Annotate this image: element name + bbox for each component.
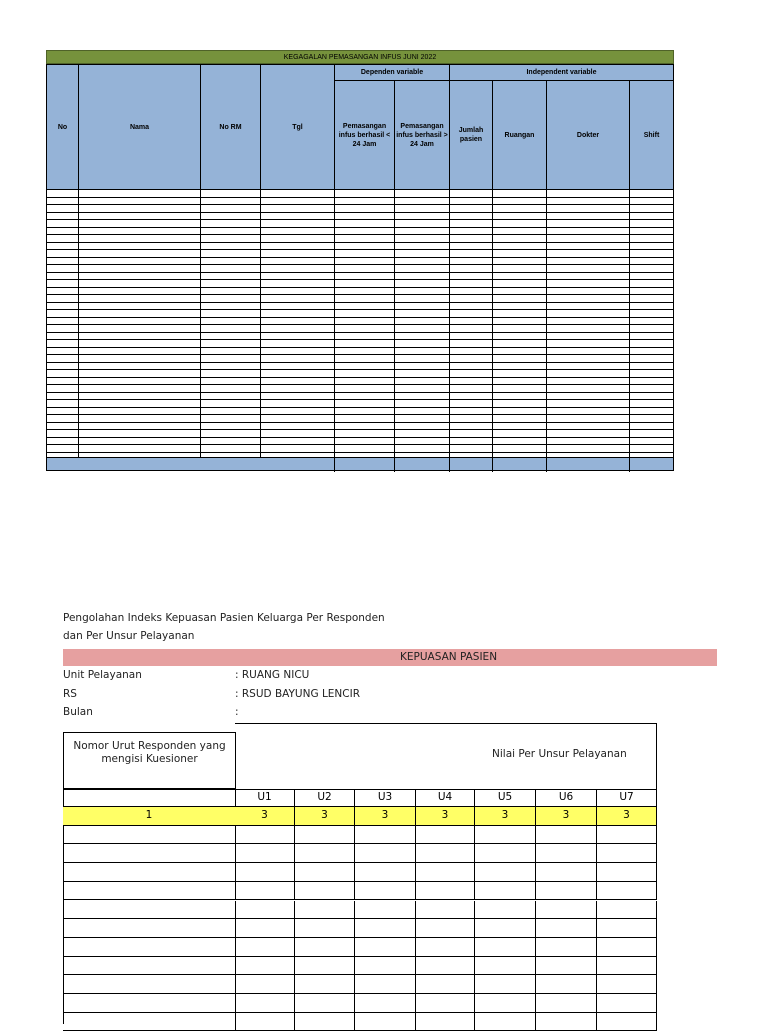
respondent-number: [63, 957, 236, 976]
score-u2: [295, 994, 355, 1013]
score-u3: [355, 826, 416, 845]
score-u2: [295, 844, 355, 863]
footer-divider: [629, 458, 630, 472]
col-header-dokter: Dokter: [546, 80, 630, 190]
score-u4: [416, 1013, 475, 1031]
score-u5: [475, 1013, 536, 1031]
table-row: [46, 363, 674, 371]
score-u5: [475, 957, 536, 976]
table-row: [46, 250, 674, 258]
score-u6: [536, 882, 597, 901]
unit-value: : RUANG NICU: [235, 669, 310, 681]
score-u4: [416, 901, 475, 920]
unit-header-u5: U5: [475, 789, 536, 807]
score-u6: [536, 1013, 597, 1031]
score-u3: [355, 863, 416, 882]
score-u3: [355, 975, 416, 994]
score-u3: [355, 882, 416, 901]
score-u4: [416, 844, 475, 863]
table-row: [46, 340, 674, 348]
table-row: [46, 385, 674, 393]
respondent-number: [63, 938, 236, 957]
score-u2: [295, 863, 355, 882]
score-u6: [536, 938, 597, 957]
footer-divider: [449, 458, 450, 472]
score-u1: [235, 919, 295, 938]
respondent-number: [63, 844, 236, 863]
score-u6: [536, 919, 597, 938]
header-right-line: [656, 723, 657, 789]
table-row: [46, 265, 674, 273]
score-u6: [536, 994, 597, 1013]
score-u6: [536, 844, 597, 863]
score-u2: [295, 919, 355, 938]
score-u1: [235, 1013, 295, 1031]
group-header-independen: Independent variable: [449, 64, 674, 81]
table-row: [46, 310, 674, 318]
table-row: [46, 430, 674, 438]
score-u4: [416, 826, 475, 845]
kepuasan-banner: [63, 649, 717, 666]
score-u3: [355, 919, 416, 938]
score-u5: [475, 994, 536, 1013]
table-row: [46, 415, 674, 423]
score-u5: [475, 863, 536, 882]
respondent-number: [63, 919, 236, 938]
col-header-dep2: Pemasangan infus berhasil > 24 Jam: [394, 80, 450, 190]
score-u4: [416, 938, 475, 957]
respondent-number: [63, 901, 236, 920]
score-u3: [355, 844, 416, 863]
table-row: [46, 273, 674, 281]
score-u4: [416, 863, 475, 882]
table-row: [46, 393, 674, 401]
score-u1: [235, 994, 295, 1013]
score-u5: [475, 882, 536, 901]
respondent-number: [63, 975, 236, 994]
score-u4: [416, 994, 475, 1013]
table-row: [46, 205, 674, 213]
table-row: [46, 325, 674, 333]
unit-label: Unit Pelayanan: [63, 669, 142, 681]
col-header-tgl: Tgl: [260, 64, 335, 190]
table-row: [46, 213, 674, 221]
score-u1: [235, 901, 295, 920]
table-title: KEGAGALAN PEMASANGAN INFUS JUNI 2022: [46, 50, 674, 64]
score-u7: [597, 826, 657, 845]
banner-title: KEPUASAN PASIEN: [400, 651, 498, 663]
respondent-number: [63, 826, 236, 845]
score-u6: [536, 826, 597, 845]
respondent-header-cell: [63, 732, 236, 789]
bulan-value: :: [235, 706, 239, 718]
score-u1: [235, 975, 295, 994]
table-row: [46, 258, 674, 266]
unit-header-blank: [63, 789, 236, 807]
unit-header-u1: U1: [235, 789, 295, 807]
score-u2: [295, 975, 355, 994]
bulan-label: Bulan: [63, 706, 93, 718]
score-u5: [475, 938, 536, 957]
score-u1: [235, 938, 295, 957]
infus-failure-table: [46, 50, 674, 471]
table-row: [46, 378, 674, 386]
table-row: [46, 348, 674, 356]
respondent-header-text: Nomor Urut Responden yang mengisi Kuesioner: [73, 740, 226, 765]
score-u2: [295, 826, 355, 845]
score-u2: [295, 901, 355, 920]
score-u2: 3: [295, 807, 355, 826]
score-u6: [536, 975, 597, 994]
score-u5: [475, 975, 536, 994]
score-u1: [235, 844, 295, 863]
score-u4: [416, 957, 475, 976]
unit-header-u4: U4: [416, 789, 475, 807]
col-header-ruangan: Ruangan: [492, 80, 547, 190]
respondent-number: [63, 1013, 236, 1031]
footer-divider: [492, 458, 493, 472]
respondent-number: [63, 882, 236, 901]
group-header-dependen: Dependen variable: [334, 64, 450, 81]
score-u5: 3: [475, 807, 536, 826]
score-u5: [475, 826, 536, 845]
unit-header-u2: U2: [295, 789, 355, 807]
table-row: [46, 355, 674, 363]
rs-label: RS: [63, 688, 77, 700]
table-row: [46, 438, 674, 446]
score-u4: 3: [416, 807, 475, 826]
table-row: [46, 220, 674, 228]
score-u2: [295, 1013, 355, 1031]
col-header-no: No: [46, 64, 79, 190]
respondent-number: 1: [63, 807, 236, 826]
score-u4: [416, 975, 475, 994]
col-header-jumlah: Jumlah pasien: [449, 80, 493, 190]
score-u7: [597, 919, 657, 938]
score-u6: [536, 901, 597, 920]
footer-divider: [394, 458, 395, 472]
score-u4: [416, 919, 475, 938]
table-row: [46, 408, 674, 416]
score-u3: 3: [355, 807, 416, 826]
score-u1: [235, 957, 295, 976]
unit-header-u7: U7: [597, 789, 657, 807]
col-header-nama: Nama: [78, 64, 201, 190]
score-u1: 3: [235, 807, 295, 826]
score-u2: [295, 957, 355, 976]
unit-header-u3: U3: [355, 789, 416, 807]
score-u1: [235, 826, 295, 845]
header-top-line: [235, 723, 657, 724]
respondent-number: [63, 994, 236, 1013]
table-row: [46, 295, 674, 303]
footer-divider: [546, 458, 547, 472]
score-u6: 3: [536, 807, 597, 826]
table-row: [46, 400, 674, 408]
table-row: [46, 445, 674, 453]
rs-value: : RSUD BAYUNG LENCIR: [235, 688, 361, 700]
table-row: [46, 228, 674, 236]
table-row: [46, 370, 674, 378]
score-u3: [355, 957, 416, 976]
sheet-heading-line2: dan Per Unsur Pelayanan: [63, 630, 195, 642]
score-u7: [597, 844, 657, 863]
table-row: [46, 303, 674, 311]
score-u2: [295, 882, 355, 901]
score-u3: [355, 994, 416, 1013]
respondent-number: [63, 863, 236, 882]
score-u7: [597, 882, 657, 901]
sheet-heading-line1: Pengolahan Indeks Kepuasan Pasien Keluarga Per Responden: [63, 612, 385, 624]
table-row: [46, 243, 674, 251]
table-footer-row: [46, 457, 674, 471]
score-u6: [536, 957, 597, 976]
footer-divider: [334, 458, 335, 472]
score-u5: [475, 919, 536, 938]
score-u7: [597, 863, 657, 882]
col-header-norm: No RM: [200, 64, 261, 190]
score-u7: [597, 1013, 657, 1031]
score-u5: [475, 844, 536, 863]
col-header-shift: Shift: [629, 80, 674, 190]
score-u4: [416, 882, 475, 901]
table-row: [46, 333, 674, 341]
score-u7: [597, 994, 657, 1013]
score-u1: [235, 863, 295, 882]
table-row: [46, 235, 674, 243]
score-u7: [597, 975, 657, 994]
table-row: [46, 318, 674, 326]
score-u3: [355, 901, 416, 920]
table-row: [46, 198, 674, 206]
table-row: [46, 280, 674, 288]
score-u7: 3: [597, 807, 657, 826]
score-u1: [235, 882, 295, 901]
score-u2: [295, 938, 355, 957]
table-row: [46, 423, 674, 431]
unit-header-u6: U6: [536, 789, 597, 807]
score-u7: [597, 901, 657, 920]
grid-top-line: [63, 789, 657, 790]
col-header-dep1: Pemasangan infus berhasil < 24 Jam: [334, 80, 395, 190]
score-u5: [475, 901, 536, 920]
nilai-header: Nilai Per Unsur Pelayanan: [492, 748, 627, 760]
score-u7: [597, 957, 657, 976]
score-u7: [597, 938, 657, 957]
score-u3: [355, 938, 416, 957]
score-u3: [355, 1013, 416, 1031]
table-row: [46, 190, 674, 198]
score-u6: [536, 863, 597, 882]
table-row: [46, 288, 674, 296]
